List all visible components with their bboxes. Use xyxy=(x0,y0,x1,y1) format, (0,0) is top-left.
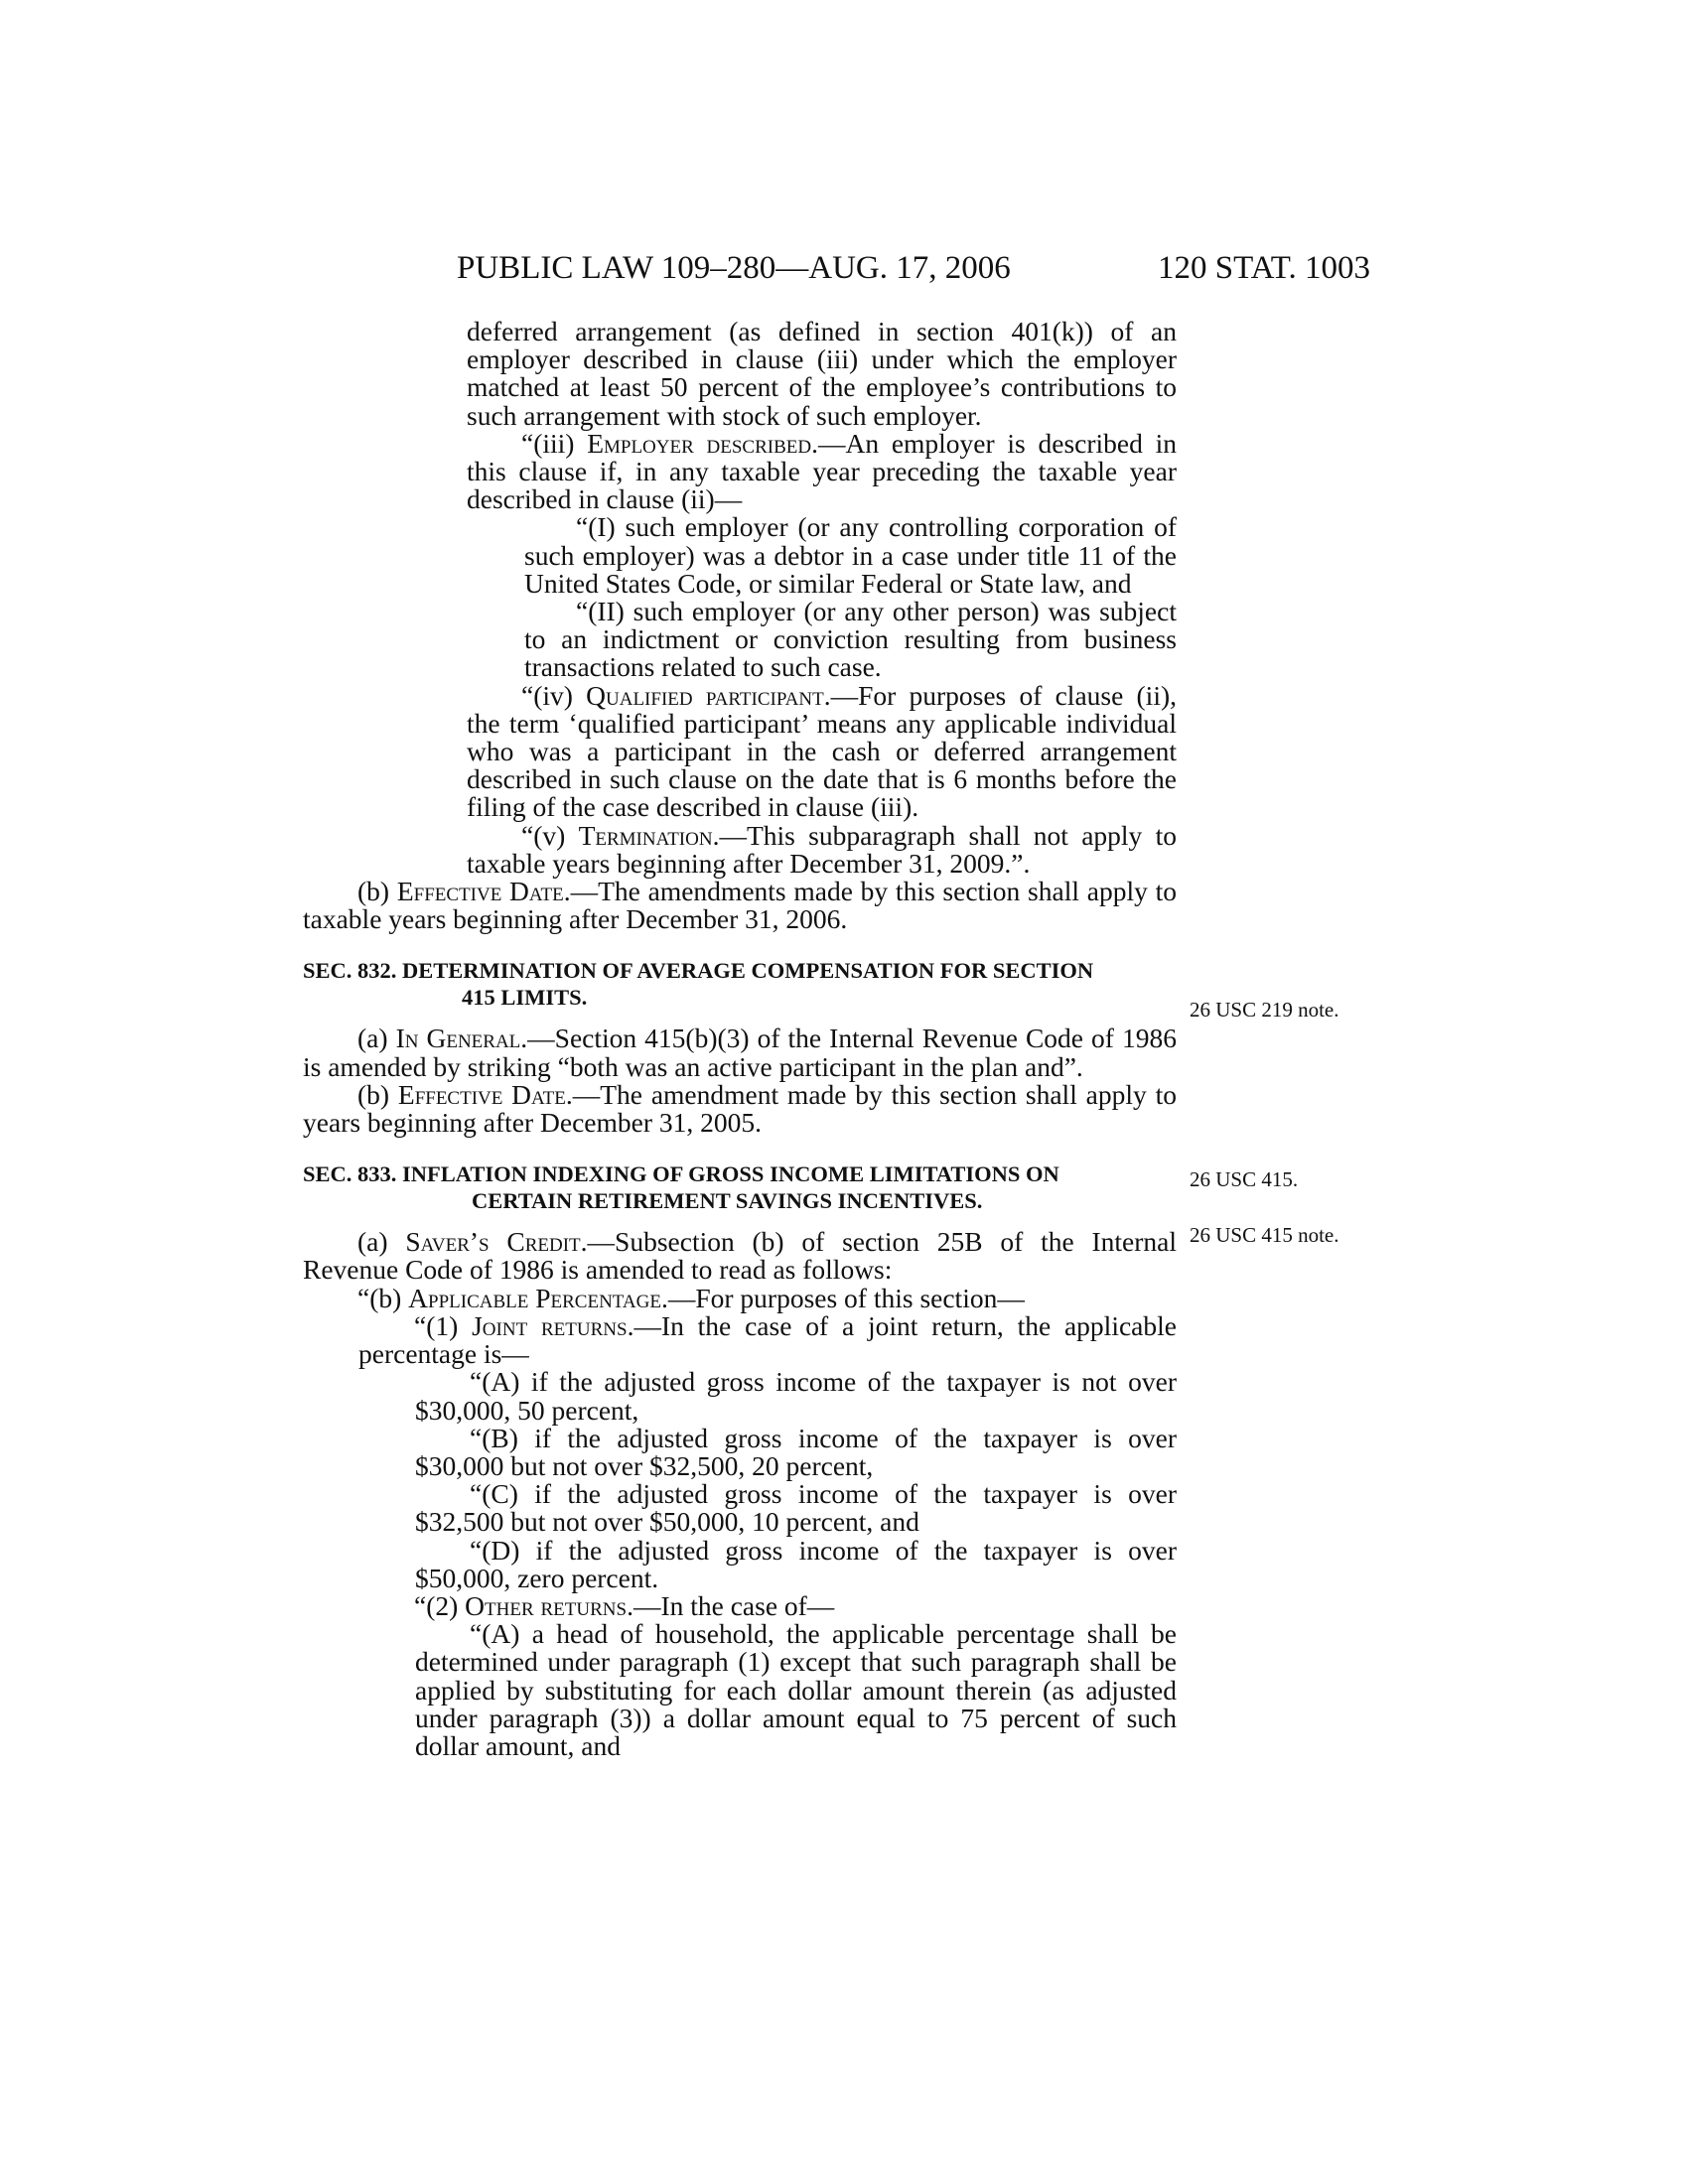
margin-note-26usc219: 26 USC 219 note. xyxy=(1190,998,1339,1022)
subparagraph-C: “(C) if the adjusted gross income of the taxpayer is over $32,500 but not over $50,000, 10 percent, and xyxy=(415,1478,1177,1538)
paragraph-2-other-returns xyxy=(358,1589,1177,1621)
clause-heading: Employer described xyxy=(587,427,812,459)
paragraph-1-joint-returns xyxy=(358,1309,1177,1370)
clause-heading: Termination xyxy=(578,819,713,851)
subsection-text: .—The amendment made by this section shall apply to years beginning after December 31, 2005. xyxy=(303,1078,1177,1139)
section-heading-line: SEC. 833. INFLATION INDEXING OF GROSS INCOME LIMITATIONS ON xyxy=(303,1161,1059,1187)
clause-prefix: “(iii) xyxy=(521,427,588,459)
subclause-I: “(I) such employer (or any controlling corporation of such employer) was a debtor in a case under title 11 of the United States Code, or similar Federal or State law, and xyxy=(524,511,1177,599)
document-body xyxy=(303,318,1177,1760)
paragraph-text: .—In the case of a joint return, the applicable percentage is— xyxy=(358,1309,1177,1370)
subsection-text: .—Subsection (b) of section 25B of the Internal Revenue Code of 1986 is amended to read as follows: xyxy=(303,1226,1177,1286)
subsection-prefix: (b) xyxy=(357,876,397,907)
clause-v-termination xyxy=(467,819,1177,879)
paragraph-deferred-arrangement: deferred arrangement (as defined in section 401(k)) of an employer described in clause (iii) under which the employer matched at least 50 percent of the employee’s contributions to such arrangement with stock of such employer. xyxy=(467,316,1177,431)
running-header xyxy=(457,248,1370,288)
paragraph-prefix: “(2) xyxy=(414,1589,466,1621)
paragraph-prefix: “(1) xyxy=(414,1309,473,1341)
clause-heading: Qualified participant xyxy=(586,679,824,711)
subsection-heading: In General xyxy=(395,1023,521,1054)
clause-iv-qualified-participant xyxy=(467,679,1178,823)
subsection-a-in-general xyxy=(303,1024,1177,1080)
subsection-b-applicable-percentage xyxy=(303,1282,1177,1313)
subsection-text: .—For purposes of this section— xyxy=(660,1282,1025,1313)
subsection-prefix: “(b) xyxy=(357,1282,409,1313)
section-833-heading xyxy=(303,1160,1177,1214)
subsection-b-effective-date-2 xyxy=(303,1078,1177,1139)
header-statute-page: 120 STAT. 1003 xyxy=(1157,250,1370,286)
subparagraph-D: “(D) if the adjusted gross income of the taxpayer is over $50,000, zero percent. xyxy=(415,1534,1177,1593)
subparagraph-B: “(B) if the adjusted gross income of the taxpayer is over $30,000 but not over $32,500, 20 percent, xyxy=(415,1422,1177,1481)
header-public-law: PUBLIC LAW 109–280—AUG. 17, 2006 xyxy=(457,250,1011,286)
subparagraph-A-head-of-household: “(A) a head of household, the applicable percentage shall be determined under paragraph (1) except that such paragraph shall be applied by substituting for each dollar amount therein (as adjusted under paragraph (3)) a dollar amount equal to 75 percent of such dollar amount, and xyxy=(415,1618,1177,1761)
clause-iii-employer-described xyxy=(467,427,1177,515)
clause-prefix: “(v) xyxy=(521,819,579,851)
section-832-heading xyxy=(303,957,1177,1011)
section-heading-line: SEC. 832. DETERMINATION OF AVERAGE COMPENSATION FOR SECTION xyxy=(303,958,1094,984)
section-heading-line: 415 LIMITS. xyxy=(462,985,588,1011)
subsection-heading: Effective Date xyxy=(396,876,564,907)
subclause-II: “(II) such employer (or any other person) was subject to an indictment or conviction resulting from business transactions related to such case. xyxy=(524,596,1177,683)
paragraph-heading: Other returns xyxy=(465,1589,628,1621)
margin-note-26usc415-note: 26 USC 415 note. xyxy=(1190,1223,1339,1247)
clause-prefix: “(iv) xyxy=(521,679,587,711)
paragraph-heading: Joint returns xyxy=(472,1309,628,1341)
subsection-a-savers-credit xyxy=(303,1228,1177,1284)
paragraph-text: .—In the case of— xyxy=(627,1589,835,1621)
margin-note-26usc415: 26 USC 415. xyxy=(1190,1167,1299,1191)
subsection-b-effective-date xyxy=(303,878,1177,933)
subsection-heading: Applicable Percentage xyxy=(408,1282,661,1313)
subsection-prefix: (a) xyxy=(357,1023,396,1054)
subsection-prefix: (b) xyxy=(357,1078,398,1110)
subparagraph-A: “(A) if the adjusted gross income of the taxpayer is not over $30,000, 50 percent, xyxy=(415,1366,1177,1426)
clause-text: .—This subparagraph shall not apply to taxable years beginning after December 31, 2009.”. xyxy=(467,819,1177,879)
subsection-text: .—Section 415(b)(3) of the Internal Revenue Code of 1986 is amended by striking “both was an active participant in the plan and”. xyxy=(303,1023,1178,1082)
subsection-heading: Saver’s Credit xyxy=(405,1226,581,1258)
subsection-text: .—The amendments made by this section shall apply to taxable years beginning after December 31, 2006. xyxy=(303,876,1177,935)
subsection-prefix: (a) xyxy=(357,1226,406,1258)
clause-text: .—For purposes of clause (ii), the term ‘qualified participant’ means any applicable individual who was a participant in the cash or deferred arrangement described in such clause on the date that is 6 months before the filing of the case described in clause (iii). xyxy=(467,679,1178,823)
clause-text: .—An employer is described in this clause if, in any taxable year preceding the taxable year described in clause (ii)— xyxy=(467,427,1177,515)
subsection-heading: Effective Date xyxy=(397,1078,566,1110)
section-heading-line: CERTAIN RETIREMENT SAVINGS INCENTIVES. xyxy=(472,1188,983,1214)
